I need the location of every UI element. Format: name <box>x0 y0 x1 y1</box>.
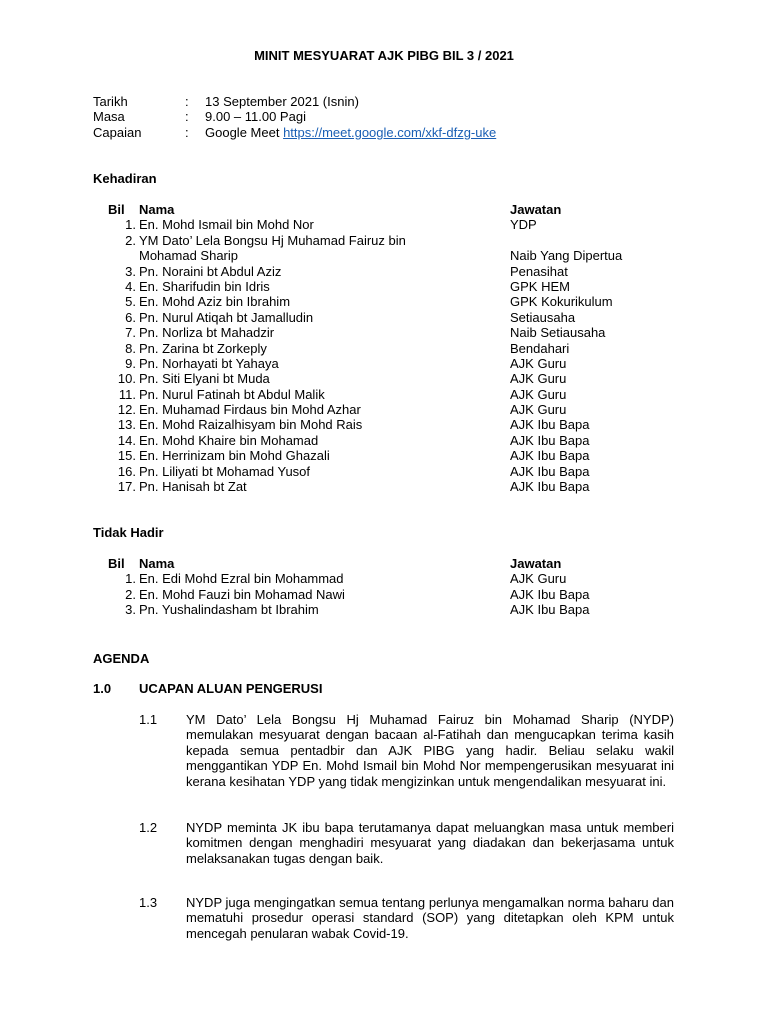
row-nama: En. Mohd Fauzi bin Mohamad Nawi <box>139 586 345 602</box>
header-jawatan: Jawatan <box>510 202 562 217</box>
info-colon: : <box>185 94 189 109</box>
row-jawatan: GPK HEM <box>510 278 570 294</box>
table-row <box>108 417 668 432</box>
row-nama: Pn. Noraini bt Abdul Aziz <box>139 263 282 279</box>
table-row <box>108 356 668 371</box>
row-bil: 1. <box>125 217 136 233</box>
table-row <box>108 433 668 448</box>
absent-rows <box>108 571 668 617</box>
paragraph-text: NYDP meminta JK ibu bapa terutamanya dapat meluangkan masa untuk memberi komitmen dengan menghadiri mesyuarat yang diadakan dan bekerjasama untuk melaksanakan tugas dengan baik. <box>186 820 674 866</box>
row-bil: 13. <box>117 417 136 433</box>
row-bil: 11. <box>118 386 136 402</box>
attendance-rows <box>108 217 668 494</box>
header-nama: Nama <box>139 202 175 217</box>
row-nama: Pn. Yushalindasham bt Ibrahim <box>139 602 319 618</box>
row-jawatan: GPK Kokurikulum <box>510 294 613 310</box>
row-nama: Pn. Hanisah bt Zat <box>139 479 247 495</box>
row-bil: 2. <box>125 586 136 602</box>
info-row-access <box>93 125 693 140</box>
row-nama: Pn. Zarina bt Zorkeply <box>139 340 267 356</box>
table-row <box>108 448 668 463</box>
absent-heading: Tidak Hadir <box>93 525 164 540</box>
info-colon: : <box>185 124 189 140</box>
row-jawatan: AJK Guru <box>510 402 567 418</box>
info-label: Capaian <box>93 124 142 140</box>
row-bil: 10. <box>117 371 136 387</box>
row-jawatan: AJK Guru <box>510 355 567 371</box>
row-nama: Pn. Liliyati bt Mohamad Yusof <box>139 463 311 479</box>
info-row-date <box>93 94 693 109</box>
row-jawatan: AJK Ibu Bapa <box>510 448 590 464</box>
row-jawatan: AJK Ibu Bapa <box>510 602 590 618</box>
table-header <box>108 556 668 571</box>
paragraph-number: 1.3 <box>139 895 158 910</box>
row-nama: En. Muhamad Firdaus bin Mohd Azhar <box>139 402 361 418</box>
info-label: Tarikh <box>93 94 128 109</box>
header-jawatan: Jawatan <box>510 556 562 571</box>
info-value: 13 September 2021 (Isnin) <box>205 94 359 109</box>
info-colon: : <box>185 109 189 125</box>
info-label: Masa <box>93 109 125 125</box>
row-bil: 7. <box>125 325 136 341</box>
info-value: 9.00 – 11.00 Pagi <box>205 109 306 125</box>
row-jawatan: Bendahari <box>510 340 570 356</box>
header-bil: Bil <box>108 556 125 571</box>
meeting-info <box>93 94 693 140</box>
info-value <box>205 125 496 140</box>
row-nama: En. Mohd Raizalhisyam bin Mohd Rais <box>139 417 363 433</box>
table-row <box>108 341 668 356</box>
absent-table <box>108 556 668 618</box>
row-bil: 3. <box>125 602 136 618</box>
row-nama: Pn. Norliza bt Mahadzir <box>139 325 275 341</box>
row-nama: YM Dato’ Lela Bongsu Hj Muhamad Fairuz bin <box>139 232 406 248</box>
table-row <box>108 310 668 325</box>
header-bil: Bil <box>108 202 125 217</box>
attendance-heading: Kehadiran <box>93 171 157 186</box>
table-row <box>108 402 668 417</box>
row-jawatan: AJK Ibu Bapa <box>510 479 590 495</box>
row-jawatan: AJK Ibu Bapa <box>510 586 590 602</box>
table-row <box>108 479 668 494</box>
table-row <box>108 587 668 602</box>
row-nama: En. Sharifudin bin Idris <box>139 278 270 294</box>
row-nama: En. Mohd Khaire bin Mohamad <box>139 432 319 448</box>
row-bil: 14. <box>117 432 136 448</box>
paragraph-number: 1.1 <box>139 712 158 727</box>
row-nama: Pn. Nurul Atiqah bt Jamalludin <box>139 309 314 325</box>
table-row <box>108 217 668 232</box>
document-title: MINIT MESYUARAT AJK PIBG BIL 3 / 2021 <box>254 48 514 63</box>
agenda-heading: AGENDA <box>93 651 150 666</box>
table-row <box>108 233 668 248</box>
table-row <box>108 371 668 386</box>
row-jawatan: AJK Ibu Bapa <box>510 463 590 479</box>
row-nama: En. Edi Mohd Ezral bin Mohammad <box>139 571 344 587</box>
row-jawatan: AJK Guru <box>510 386 567 402</box>
row-bil: 9. <box>125 355 136 371</box>
table-row <box>108 248 668 263</box>
row-bil: 12. <box>117 402 136 418</box>
row-jawatan: AJK Guru <box>510 371 567 387</box>
row-bil: 1. <box>125 571 136 587</box>
row-nama: Pn. Nurul Fatinah bt Abdul Malik <box>139 386 325 402</box>
attendance-table <box>108 202 668 494</box>
table-row <box>108 264 668 279</box>
table-row <box>108 325 668 340</box>
row-nama: En. Herrinizam bin Mohd Ghazali <box>139 448 330 464</box>
section-title: UCAPAN ALUAN PENGERUSI <box>139 681 323 696</box>
section-number: 1.0 <box>93 681 112 696</box>
table-row <box>108 571 668 586</box>
row-jawatan: AJK Guru <box>510 571 567 587</box>
table-row <box>108 602 668 617</box>
table-row <box>108 294 668 309</box>
row-bil: 3. <box>125 263 136 279</box>
row-bil: 5. <box>125 294 136 310</box>
info-row-time <box>93 109 693 124</box>
row-jawatan: Penasihat <box>510 263 568 279</box>
row-bil: 4. <box>125 278 136 294</box>
row-nama: En. Mohd Aziz bin Ibrahim <box>139 294 291 310</box>
table-row <box>108 464 668 479</box>
row-nama: En. Mohd Ismail bin Mohd Nor <box>139 217 314 233</box>
paragraph-text: YM Dato’ Lela Bongsu Hj Muhamad Fairuz bin Mohamad Sharip (NYDP) memulakan mesyuarat dengan bacaan al-Fatihah dan mengucapkan terima kasih kepada semua pentadbir dan AJK PIBG yang hadir. Beliau selaku wakil menggantikan YDP En. Mohd Ismail bin Mohd Nor mempengerusikan mesyuarat ini kerana kesihatan YDP yang tidak mengizinkan untuk mengendalikan mesyuarat ini. <box>186 712 674 789</box>
row-jawatan: AJK Ibu Bapa <box>510 432 590 448</box>
row-jawatan: Naib Setiausaha <box>510 325 606 341</box>
table-row <box>108 279 668 294</box>
row-jawatan: Naib Yang Dipertua <box>510 248 623 264</box>
row-bil: 17. <box>117 479 136 495</box>
row-bil: 8. <box>125 340 136 356</box>
header-nama: Nama <box>139 556 175 571</box>
row-jawatan: YDP <box>510 217 537 233</box>
meeting-link[interactable]: https://meet.google.com/xkf-dfzg-uke <box>283 124 497 140</box>
paragraph-number: 1.2 <box>139 820 158 835</box>
row-bil: 15. <box>117 448 136 464</box>
table-header <box>108 202 668 217</box>
table-row <box>108 387 668 402</box>
row-jawatan: AJK Ibu Bapa <box>510 417 590 433</box>
row-bil: 16. <box>117 463 136 479</box>
platform-name: Google Meet <box>205 124 280 140</box>
row-nama: Pn. Norhayati bt Yahaya <box>139 355 279 371</box>
row-nama: Pn. Siti Elyani bt Muda <box>139 371 270 387</box>
row-jawatan: Setiausaha <box>510 309 576 325</box>
row-bil: 2. <box>125 232 136 248</box>
row-nama: Mohamad Sharip <box>139 248 238 264</box>
row-bil: 6. <box>125 309 136 325</box>
paragraph-text: NYDP juga mengingatkan semua tentang perlunya mengamalkan norma baharu dan mematuhi prosedur operasi standard (SOP) yang ditetapkan oleh KPM untuk mencegah penularan wabak Covid-19. <box>186 895 674 941</box>
